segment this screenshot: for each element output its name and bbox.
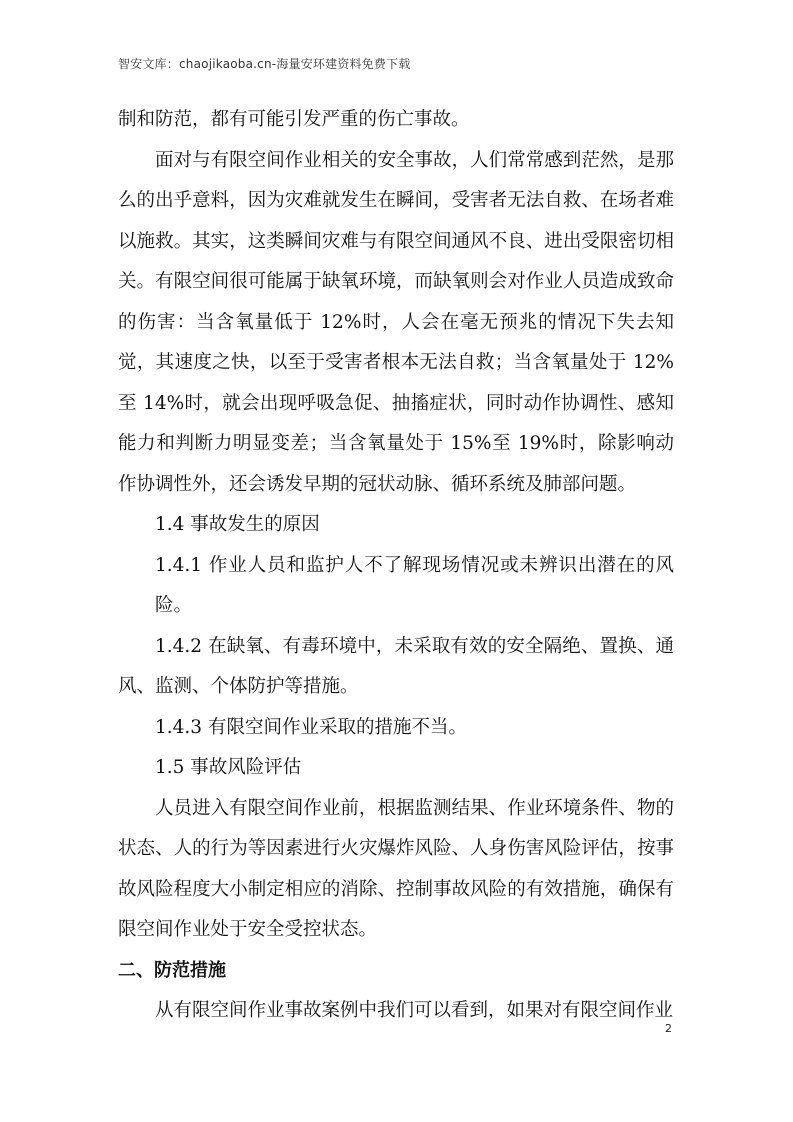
list-item-1-4-1: 1.4.1 作业人员和监护人不了解现场情况或未辨识出潜在的风险。 (155, 554, 674, 616)
document-body (118, 100, 674, 1032)
paragraph-oxygen-hazard: 面对与有限空间作业相关的安全事故，人们常常感到茫然，是那么的出乎意料，因为灾难就发生在瞬间，受害者无法自救、在场者难以施救。其实，这类瞬间灾难与有限空间通风不良、进出受限密切相关。有限空间很可能属于缺氧环境，而缺氧则会对作业人员造成致命的伤害：当含氧量低于 12%时，人会在毫无预兆的情况下失去知觉，其速度之快，以至于受害者根本无法自救；当含氧量处于 12%至 14%时，就会出现呼吸急促、抽搐症状，同时动作协调性、感知能力和判断力明显变差；当含氧量处于 15%至 19%时，除影响动作协调性外，还会诱发早期的冠状动脉、循环系统及肺部问题。 (118, 149, 674, 495)
paragraph-prevention-intro: 从有限空间作业事故案例中我们可以看到，如果对有限空间作业 (155, 1000, 674, 1021)
list-item-1-4-2: 1.4.2 在缺氧、有毒环境中，未采取有效的安全隔绝、置换、通风、监测、个体防护等措施。 (118, 635, 674, 697)
section-heading-1-5: 1.5 事故风险评估 (155, 757, 302, 778)
paragraph-risk-assessment: 人员进入有限空间作业前，根据监测结果、作业环境条件、物的状态、人的行为等因素进行火灾爆炸风险、人身伤害风险评估，按事故风险程度大小制定相应的消除、控制事故风险的有效措施，确保有限空间作业处于安全受控状态。 (118, 797, 674, 940)
paragraph-continuation: 制和防范，都有可能引发严重的伤亡事故。 (118, 109, 470, 130)
chapter-heading-prevention: 二、防范措施 (118, 959, 226, 981)
list-item-1-4-3: 1.4.3 有限空间作业采取的措施不当。 (155, 716, 467, 738)
section-heading-1-4: 1.4 事故发生的原因 (155, 514, 320, 535)
page-number: 2 (665, 1022, 672, 1035)
page-header: 智安文库：chaojikaoba.cn-海量安环建资料免费下载 (118, 57, 411, 71)
